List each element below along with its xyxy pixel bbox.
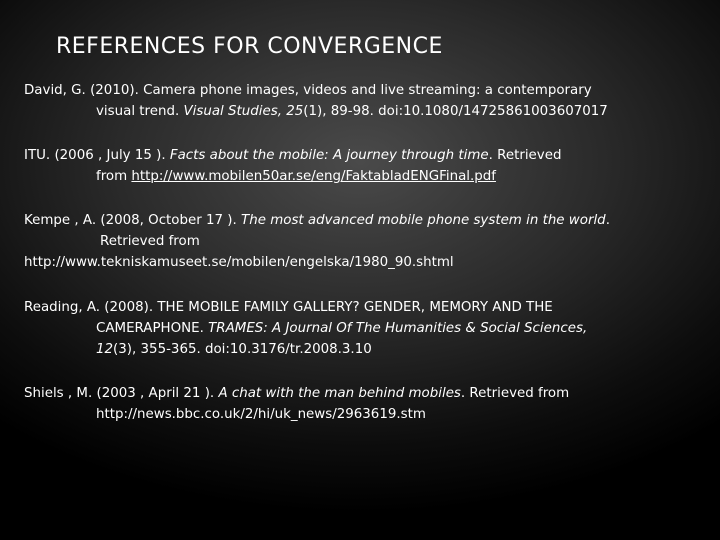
reference-text: visual trend. bbox=[96, 104, 184, 119]
reference-text: (1), 89-98. doi:10.1080/14725861003607017 bbox=[303, 104, 608, 119]
reference-line bbox=[24, 166, 694, 187]
reference-shiels bbox=[24, 383, 694, 425]
reference-text: CAMERAPHONE. bbox=[96, 321, 209, 336]
reference-title: The most advanced mobile phone system in the world bbox=[241, 213, 606, 228]
reference-line bbox=[24, 339, 694, 360]
reference-url: http://news.bbc.co.uk/2/hi/uk_news/2963619.stm bbox=[96, 407, 426, 422]
reference-line bbox=[24, 101, 694, 122]
reference-line bbox=[24, 145, 694, 166]
reference-journal: Visual Studies, 25 bbox=[183, 104, 304, 119]
slide-title: REFERENCES FOR CONVERGENCE bbox=[56, 34, 443, 59]
reference-line bbox=[24, 318, 694, 339]
reference-text: . bbox=[605, 213, 610, 228]
reference-text: from bbox=[96, 169, 132, 184]
reference-text: Kempe , A. (2008, October 17 ). bbox=[24, 213, 242, 228]
reference-david bbox=[24, 80, 694, 122]
reference-title: A chat with the man behind mobiles bbox=[218, 386, 461, 401]
reference-line: Reading, A. (2008). THE MOBILE FAMILY GALLERY? GENDER, MEMORY AND THE bbox=[24, 300, 553, 315]
reference-reading bbox=[24, 297, 694, 360]
reference-journal: TRAMES: A Journal Of The Humanities & Social Sciences, bbox=[208, 321, 588, 336]
reference-itu bbox=[24, 145, 694, 187]
reference-text: (3), 355-365. doi:10.3176/tr.2008.3.10 bbox=[113, 342, 372, 357]
reference-text: Shiels , M. (2003 , April 21 ). bbox=[24, 386, 219, 401]
reference-text: . Retrieved bbox=[488, 148, 562, 163]
reference-line: David, G. (2010). Camera phone images, videos and live streaming: a contemporary bbox=[24, 83, 592, 98]
reference-kempe bbox=[24, 210, 694, 273]
reference-url: http://www.tekniskamuseet.se/mobilen/engelska/1980_90.shtml bbox=[24, 255, 454, 270]
reference-link[interactable]: http://www.mobilen50ar.se/eng/FaktabladENGFinal.pdf bbox=[131, 169, 496, 184]
reference-list bbox=[24, 80, 694, 425]
reference-line bbox=[24, 383, 694, 404]
reference-volume: 12 bbox=[96, 342, 114, 357]
reference-title: Facts about the mobile: A journey through time bbox=[169, 148, 489, 163]
reference-text: ITU. (2006 , July 15 ). bbox=[24, 148, 170, 163]
reference-text: . Retrieved from bbox=[460, 386, 570, 401]
reference-line: Retrieved from bbox=[100, 234, 200, 249]
reference-line bbox=[24, 210, 694, 231]
